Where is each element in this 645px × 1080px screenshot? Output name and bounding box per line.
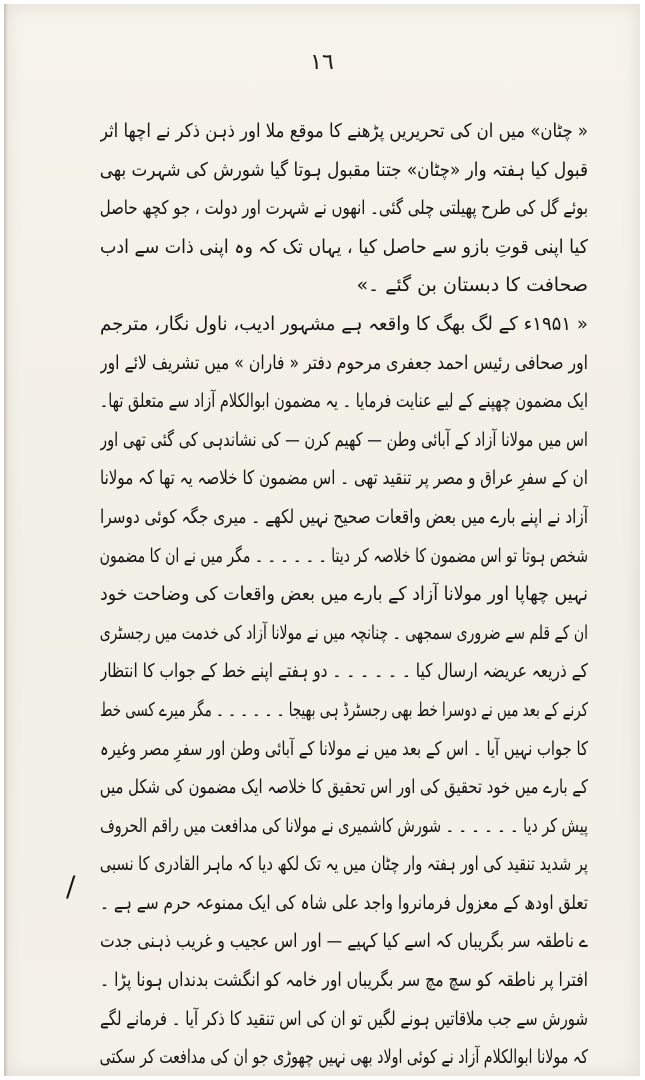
text-line: ے ناطقہ سر بگریباں کہ اسے کیا کہیے — اور اس عجیب و غریب ذہنی جدت bbox=[99, 930, 588, 953]
text-line: ان کے سفرِ عراق و مصر پر تنقید تھی ۔ اس مضمون کا خلاصہ یہ تھا کہ مولانا bbox=[99, 467, 588, 490]
document-page bbox=[4, 4, 640, 1076]
text-line: « چٹان» میں ان کی تحریریں پڑھنے کا موقع ملا اور ذہن ذکر نے اچھا اثر bbox=[100, 120, 588, 142]
page-number: ١٦ bbox=[310, 50, 334, 75]
text-line: شورش سے جب ملاقاتیں ہونے لگیں تو ان کی اس تنقید کا ذکر آیا ۔ فرمانے لگے bbox=[99, 1007, 588, 1030]
text-line: آزاد نے اپنے بارے میں بعض واقعات صحیح نہیں لکھے ۔ میری جگہ کوئی دوسرا bbox=[99, 505, 588, 528]
text-line: پیش کر دیا ۔ ۔ ۔ ۔ ۔ ۔ شورش کاشمیری نے مولانا کی مدافعت میں راقم الحروف bbox=[99, 814, 588, 837]
text-line: ایک مضمون چھپنے کے لیے عنایت فرمایا ۔ یہ مضمون ابوالکلام آزاد سے متعلق تھا۔ bbox=[100, 390, 588, 413]
margin-mark: / bbox=[66, 870, 76, 903]
text-line: نہیں چھاپا اور مولانا آزاد کے بارے میں بعض واقعات کی وضاحت خود bbox=[99, 583, 588, 606]
text-line: اس میں مولانا آزاد کے آبائی وطن — کھیم کرن — کی نشاندہی کی گئی تھی اور bbox=[100, 428, 588, 451]
text-line: کا جواب نہیں آیا ۔ اس کے بعد میں نے مولانا کے آبائی وطن اور سفرِ مصر وغیرہ bbox=[99, 737, 588, 760]
text-line: کہ مولانا ابوالکلام آزاد نے کوئی اولاد بھی نہیں چھوڑی جو ان کی مدافعت کر سکتی bbox=[99, 1046, 588, 1069]
text-line: کیا اپنی قوتِ بازو سے حاصل کیا ، یہاں تک کہ وہ اپنی ذات سے ادب bbox=[99, 235, 588, 258]
text-line: کرنے کے بعد میں نے دوسرا خط بھی رجسٹرڈ ہی بھیجا ۔ ۔ ۔ ۔ ۔ ۔ مگر میرے کسی خط bbox=[100, 698, 588, 721]
page-edge-shadow bbox=[4, 4, 8, 1076]
text-line: « ۱۹۵۱ء کے لگ بھگ کا واقعہ ہے مشہور ادیب، ناول نگار، مترجم bbox=[100, 312, 588, 335]
text-line: شخص ہوتا تو اس مضمون کا خلاصہ کر دیتا ۔ ۔ ۔ ۔ ۔ ۔ مگر میں نے ان کا مضمون bbox=[100, 544, 588, 567]
text-line: ان کے قلم سے ضروری سمجھی ۔ چنانچہ میں نے مولانا آزاد کی خدمت میں رجسٹری bbox=[100, 621, 588, 644]
body-text bbox=[100, 112, 588, 1076]
text-line: اور صحافی رئیس احمد جعفری مرحوم دفتر « فاران » میں تشریف لائے اور bbox=[100, 351, 588, 374]
text-line: تعلق اودھ کے معزول فرمانروا واجد علی شاہ کی ایک ممنوعہ حرم سے ہے ۔ bbox=[100, 891, 588, 914]
text-line: پر شدید تنقید کی اور ہفتہ وار چٹان میں یہ تک لکھ دیا کہ ماہر القادری کا نسبی bbox=[100, 853, 588, 876]
text-line: کے بارے میں خود تحقیق کی اور اس تحقیق کا خلاصہ ایک مضمون کی شکل میں bbox=[100, 776, 588, 799]
text-line: صحافت کا دبستان بن گئے ۔» bbox=[356, 274, 588, 297]
text-line: کے ذریعہ عریضہ ارسال کیا ۔ ۔ ۔ ۔ ۔ ۔ دو ہفتے اپنے خط کے جواب کا انتظار bbox=[99, 660, 588, 683]
text-line: قبول کیا ہفتہ وار «چٹان» جتنا مقبول ہوتا گیا شورش کی شہرت بھی bbox=[99, 158, 588, 181]
text-line: افترا پر ناطقہ کو سچ مچ سر بگریباں اور خامہ کو انگشت بدنداں ہونا پڑا ۔ bbox=[100, 969, 588, 992]
text-line: بوئے گل کی طرح پھیلتی چلی گئی۔ انھوں نے شہرت اور دولت ، جو کچھ حاصل bbox=[100, 197, 588, 220]
